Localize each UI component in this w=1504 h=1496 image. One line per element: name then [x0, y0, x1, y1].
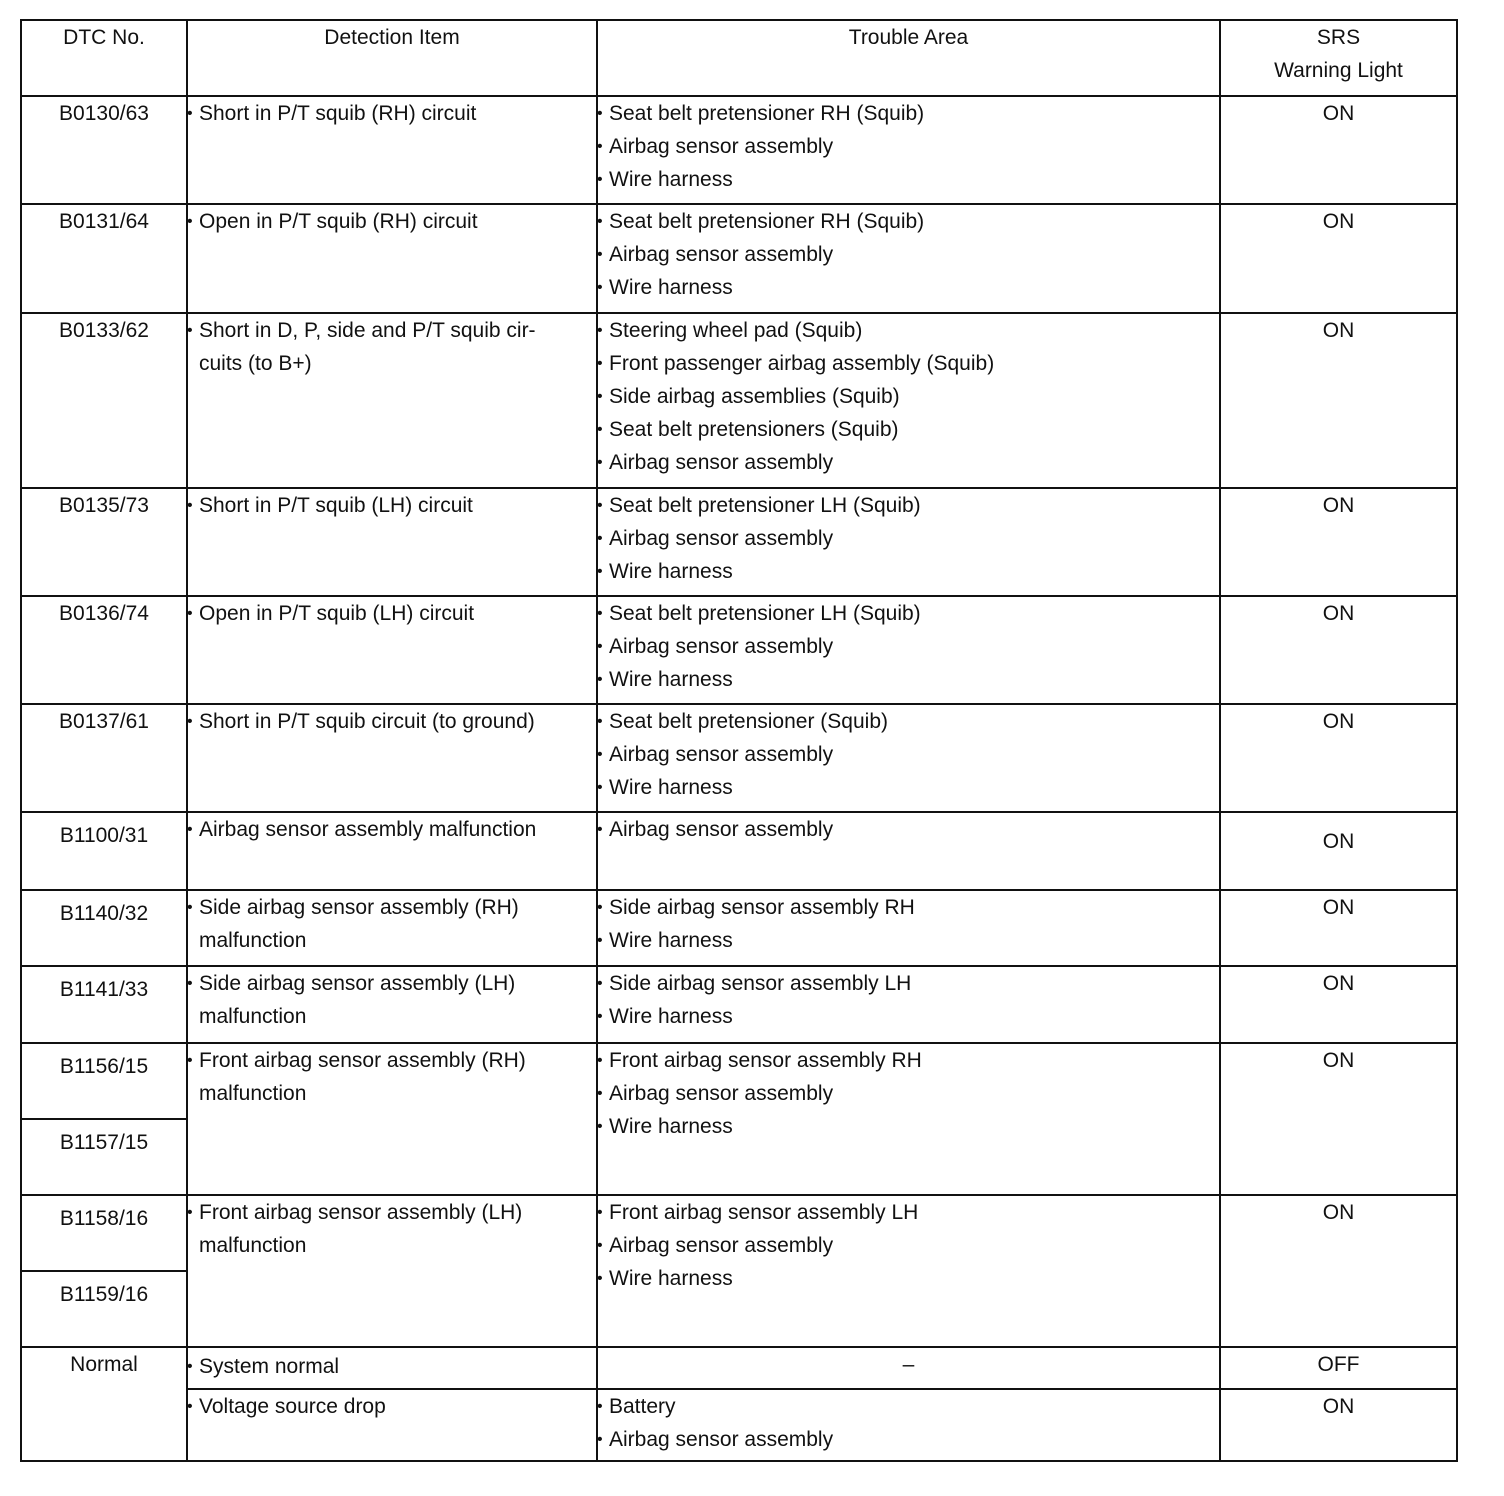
trouble-item: • Wire harness: [598, 163, 1219, 196]
trouble-item: • Side airbag sensor assembly RH: [598, 891, 1219, 924]
trouble-item: • Wire harness: [598, 663, 1219, 696]
table-body: [21, 96, 1457, 1461]
detection-item: [187, 1195, 597, 1347]
detection-text: • System normal: [188, 1350, 596, 1383]
trouble-item: • Wire harness: [598, 271, 1219, 304]
detection-text: • Short in P/T squib (LH) circuit: [188, 489, 596, 522]
detection-text: • Side airbag sensor assembly (LH) malfunction: [188, 967, 596, 1033]
srs-warning-status: ON: [1220, 1389, 1457, 1461]
dtc-code: B1141/33: [21, 966, 187, 1043]
dtc-code: Normal: [21, 1347, 187, 1461]
detection-item: [187, 1043, 597, 1195]
detection-text: • Voltage source drop: [188, 1390, 596, 1423]
trouble-area: [597, 1389, 1220, 1461]
trouble-item: • Front airbag sensor assembly LH: [598, 1196, 1219, 1229]
trouble-area: –: [597, 1347, 1220, 1389]
dtc-code: B1158/16: [21, 1195, 187, 1271]
table-row: [21, 313, 1457, 488]
trouble-area: [597, 596, 1220, 704]
dtc-code: B1156/15: [21, 1043, 187, 1119]
detection-text: • Short in P/T squib circuit (to ground): [188, 705, 596, 738]
trouble-area: [597, 313, 1220, 488]
dtc-code: B1157/15: [21, 1119, 187, 1195]
srs-warning-status: ON: [1220, 1195, 1457, 1347]
dtc-code: B1140/32: [21, 890, 187, 966]
table-row: [21, 890, 1457, 966]
trouble-item: • Front airbag sensor assembly RH: [598, 1044, 1219, 1077]
detection-item: [187, 96, 597, 204]
trouble-item: • Airbag sensor assembly: [598, 813, 1219, 846]
detection-item: [187, 1389, 597, 1461]
trouble-area: [597, 812, 1220, 890]
srs-warning-status: ON: [1220, 890, 1457, 966]
header-srs-warning-light: [1220, 20, 1457, 96]
detection-item: [187, 704, 597, 812]
trouble-item: • Seat belt pretensioner LH (Squib): [598, 597, 1219, 630]
dtc-code: B0136/74: [21, 596, 187, 704]
dtc-code: B1100/31: [21, 812, 187, 890]
trouble-area: [597, 966, 1220, 1043]
trouble-item: • Battery: [598, 1390, 1219, 1423]
header-dtc-no: DTC No.: [21, 20, 187, 96]
table-row: [21, 1347, 1457, 1389]
srs-warning-status: ON: [1220, 966, 1457, 1043]
trouble-item: • Airbag sensor assembly: [598, 1423, 1219, 1456]
trouble-area: [597, 1195, 1220, 1347]
trouble-item: • Seat belt pretensioner LH (Squib): [598, 489, 1219, 522]
table-row: [21, 704, 1457, 812]
srs-warning-status: ON: [1220, 313, 1457, 488]
dtc-code: B0130/63: [21, 96, 187, 204]
trouble-area: [597, 96, 1220, 204]
trouble-item: • Airbag sensor assembly: [598, 1077, 1219, 1110]
trouble-item: • Front passenger airbag assembly (Squib): [598, 347, 1219, 380]
trouble-item: • Airbag sensor assembly: [598, 738, 1219, 771]
srs-warning-status: ON: [1220, 204, 1457, 313]
table-row: [21, 1195, 1457, 1271]
dtc-table: [20, 19, 1458, 1462]
trouble-area: [597, 488, 1220, 596]
trouble-item: • Side airbag assemblies (Squib): [598, 380, 1219, 413]
table-row: [21, 204, 1457, 313]
detection-item: [187, 596, 597, 704]
srs-warning-status: ON: [1220, 812, 1457, 890]
trouble-item: • Steering wheel pad (Squib): [598, 314, 1219, 347]
detection-item: [187, 890, 597, 966]
dtc-code: B0137/61: [21, 704, 187, 812]
trouble-item: • Wire harness: [598, 555, 1219, 588]
detection-item: [187, 204, 597, 313]
header-trouble-area: Trouble Area: [597, 20, 1220, 96]
detection-text: • Short in D, P, side and P/T squib cir-cuits (to B+): [188, 314, 596, 380]
table-row: [21, 1389, 1457, 1461]
trouble-item: • Wire harness: [598, 924, 1219, 957]
trouble-item: • Seat belt pretensioner RH (Squib): [598, 205, 1219, 238]
trouble-item: • Wire harness: [598, 1110, 1219, 1143]
detection-text: • Short in P/T squib (RH) circuit: [188, 97, 596, 130]
trouble-item: • Airbag sensor assembly: [598, 446, 1219, 479]
header-srs-line2: Warning Light: [1274, 59, 1403, 82]
trouble-item: • Seat belt pretensioner RH (Squib): [598, 97, 1219, 130]
detection-text: • Open in P/T squib (LH) circuit: [188, 597, 596, 630]
detection-text: • Front airbag sensor assembly (RH) malfunction: [188, 1044, 596, 1110]
detection-text: • Airbag sensor assembly malfunction: [188, 813, 596, 846]
trouble-item: • Side airbag sensor assembly LH: [598, 967, 1219, 1000]
table-row: [21, 96, 1457, 204]
srs-warning-status: OFF: [1220, 1347, 1457, 1389]
trouble-item: • Airbag sensor assembly: [598, 630, 1219, 663]
srs-warning-status: ON: [1220, 96, 1457, 204]
trouble-area: [597, 704, 1220, 812]
srs-warning-status: ON: [1220, 488, 1457, 596]
header-detection-item: Detection Item: [187, 20, 597, 96]
dtc-code: B0133/62: [21, 313, 187, 488]
table-row: [21, 1043, 1457, 1119]
detection-item: [187, 812, 597, 890]
trouble-item: • Airbag sensor assembly: [598, 522, 1219, 555]
detection-item: [187, 1347, 597, 1389]
trouble-area: [597, 1043, 1220, 1195]
table-row: [21, 812, 1457, 890]
trouble-area: [597, 890, 1220, 966]
detection-text: • Side airbag sensor assembly (RH) malfunction: [188, 891, 596, 957]
trouble-item: • Wire harness: [598, 771, 1219, 804]
detection-item: [187, 313, 597, 488]
detection-item: [187, 488, 597, 596]
detection-item: [187, 966, 597, 1043]
trouble-item: • Wire harness: [598, 1262, 1219, 1295]
header-srs-line1: SRS: [1316, 26, 1361, 49]
dtc-code: B1159/16: [21, 1271, 187, 1347]
srs-warning-status: ON: [1220, 596, 1457, 704]
detection-text: • Open in P/T squib (RH) circuit: [188, 205, 596, 238]
trouble-item: • Seat belt pretensioner (Squib): [598, 705, 1219, 738]
srs-warning-status: ON: [1220, 1043, 1457, 1195]
trouble-item: • Airbag sensor assembly: [598, 1229, 1219, 1262]
trouble-item: • Airbag sensor assembly: [598, 238, 1219, 271]
table-row: [21, 488, 1457, 596]
table-row: [21, 966, 1457, 1043]
trouble-item: • Seat belt pretensioners (Squib): [598, 413, 1219, 446]
header-row: [21, 20, 1457, 96]
srs-warning-status: ON: [1220, 704, 1457, 812]
trouble-item: • Airbag sensor assembly: [598, 130, 1219, 163]
table-row: [21, 596, 1457, 704]
dtc-code: B0131/64: [21, 204, 187, 313]
trouble-item: • Wire harness: [598, 1000, 1219, 1033]
detection-text: • Front airbag sensor assembly (LH) malfunction: [188, 1196, 596, 1262]
dtc-code: B0135/73: [21, 488, 187, 596]
trouble-area: [597, 204, 1220, 313]
